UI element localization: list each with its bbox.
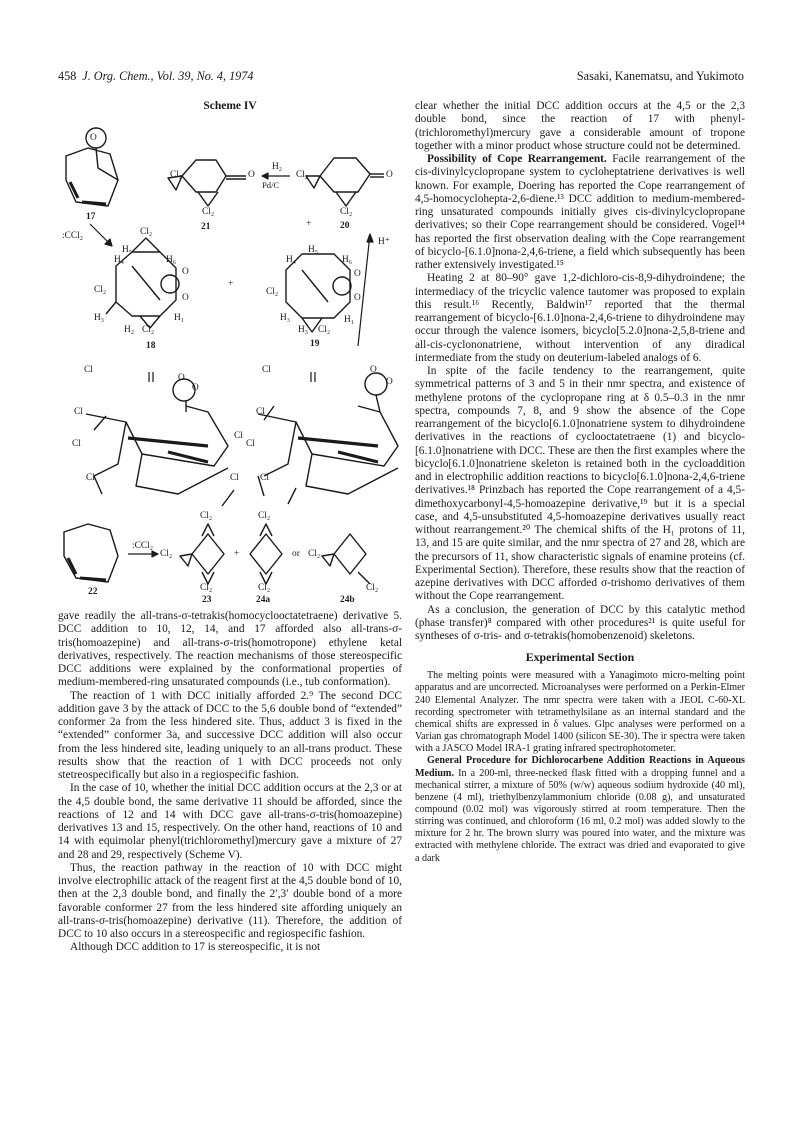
structure-21 (168, 160, 246, 206)
cl2-label: Cl₂ (160, 549, 173, 559)
cl2-label: Cl₂ (200, 583, 213, 593)
atom-o-label: O (182, 267, 189, 277)
structure-18 (106, 238, 179, 328)
cl-label: Cl (262, 365, 271, 375)
h1-label: H₁ (344, 315, 355, 325)
cl2-label: Cl₂ (318, 325, 331, 335)
atom-o-label: O (386, 377, 393, 387)
conformer-left (86, 379, 234, 506)
plus-sign: + (228, 279, 234, 289)
cl2-label: Cl₂ (366, 583, 379, 593)
paragraph: Although DCC addition to 17 is stereospecific, it is not (70, 941, 321, 954)
cl2-label: Cl₂ (340, 207, 353, 217)
h1-label: H₁ (174, 313, 185, 323)
experimental-paragraph: The melting points were measured with a Yanagimoto micro-melting point apparatus and are uncorrected. Microanalyses were performed on a Perkin-Elmer 240 Elemental Analyzer. The nmr spectra were taken with a JEOL C-60-XL recording spectrometer with tetramethylsilane as an internal standard and the chemical shifts are expressed in δ values. Glpc analyses were performed on a Varian gas chromatograph Model 1400 (silicon SE-30). The ir spectra were taken with a JASCO Model IRA-1 grating infrared spectrophotometer. (415, 670, 745, 755)
h5-label: H₅ (122, 245, 133, 255)
structure-20 (306, 158, 384, 206)
scheme-iv-figure (58, 116, 402, 605)
arrow-22-to-23 (128, 551, 158, 557)
paragraph: gave readily the all-trans-σ-tetrakis(homocyclooctatetraene) derivative 5. DCC addition to 10, 12, 14, and 17 afforded also all-trans-σ-tris(homoazepine) and all-trans-σ-tris(homotropone) ethylene ketal derivatives, respectively. The reaction mechanisms of those stereospecific DCC additions were explained by the conformational properties of medium-membered-ring unsaturated compounds (i.e., tub conformation). (58, 610, 402, 689)
h3-label: H₃ (298, 325, 309, 335)
h4-label: H₄ (114, 255, 125, 265)
journal-citation (58, 69, 253, 84)
dichlorocarbene-label: :CCl₂ (132, 541, 153, 551)
atom-o-label: O (182, 293, 189, 303)
compound-18-label: 18 (146, 341, 156, 351)
compound-24a-label: 24a (256, 595, 271, 605)
paragraph-body: Facile rearrangement of the cis-divinylcyclopropane system to cycloheptatriene derivatives is well known. For example, Doering has reported the Cope rearrangement of 4,5-homocyclohepta-2,6-diene.¹³ DCC addition to medium-membered-ring unsaturated compounds initially gives cis-divinylcyclopropane derivatives; so their Cope rearrangement should be considered. Vogel¹⁴ has reported the first observation dealing with the Cope rearrangement of bicyclo-[6.1.0]nona-2,4,6-triene, a field which subsequently has been rather extensively investigated.¹⁵ (415, 153, 745, 271)
compound-22-label: 22 (88, 587, 98, 597)
atom-o-label: O (192, 383, 199, 393)
left-column (58, 100, 402, 955)
cl2-label: Cl₂ (140, 227, 153, 237)
paragraph: Heating 2 at 80–90° gave 1,2-dichloro-cis-8,9-dihydroindene; the intermediacy of the tricyclic valence tautomer was proposed to explain this result.¹⁶ Recently, Baldwin¹⁷ reported that the thermal rearrangement of bicyclo-[6.1.0]nona-2,4,6-triene to dihydroindene may occur through the valence isomers, bicyclo[5.2.0]nona-2,5,8-triene and all-cis-cyclononatriene, without intervention of any diradical intermediate from the study on deuterium-labeled analogs of 6. (415, 272, 745, 364)
atom-o-label: O (90, 133, 97, 143)
h6-label: H₆ (166, 255, 177, 265)
atom-o-label: O (370, 365, 377, 375)
structure-24a (250, 524, 282, 584)
journal-name: J. Org. Chem., Vol. 39, No. 4, 1974 (82, 69, 254, 83)
proton-label: H⁺ (378, 237, 390, 247)
or-label: or (292, 549, 300, 559)
cl-label: Cl (246, 439, 255, 449)
cl-label: Cl (86, 473, 95, 483)
h4-label: H₄ (286, 255, 297, 265)
right-column (415, 100, 745, 865)
arrow-19-to-20 (358, 234, 373, 346)
structure-24b (322, 534, 370, 584)
h3-label: H₃ (280, 313, 291, 323)
paragraph-heading: Possibility of Cope Rearrangement. (427, 153, 607, 165)
dichlorocarbene-label: :CCl₂ (62, 231, 83, 241)
cl-label: Cl (84, 365, 93, 375)
cl-label: Cl (256, 407, 265, 417)
cl2-label: Cl₂ (258, 511, 271, 521)
h2-reagent-label: H₂ (272, 162, 283, 172)
compound-17-label: 17 (86, 212, 96, 222)
section-title: Experimental Section (525, 650, 635, 665)
atom-o-label: O (354, 269, 361, 279)
cl2-label: Cl₂ (200, 511, 213, 521)
cl2-label: Cl₂ (258, 583, 271, 593)
paragraph: In the case of 10, whether the initial DCC addition occurs at the 2,3 or at the 4,5 double bond, the same derivative 11 should be afforded, since the reactions of 12 and 14 with DCC gave all-trans-σ-tris(homoazepine) derivatives 13 and 15, respectively. On the other hand, reactions of 10 and 14 with equimolar phenyl(trichloromethyl)mercury gave a mixture of 27 and 28 and 29, respectively (Scheme V). (58, 782, 402, 861)
cl-label: Cl (260, 473, 269, 483)
cl2-label: Cl₂ (296, 170, 309, 180)
structure-22 (64, 524, 118, 582)
paragraph: In spite of the facile tendency to the rearrangement, quite symmetrical patterns of 3 and 5 in their nmr spectra, and existence of methylene protons of the cyclopropane ring at δ 0.5–0.3 in the nmr spectra, compounds 7, 8, and 9 show the absence of the Cope rearrangement of the bicyclo[6.1.0]nonatriene system to dihydroindene derivatives in the reactions of cyclooctatetraene (1) and bicyclo-[6.1.0]nonatriene with DCC. These are then the first examples where the bicyclo[6.1.0]nonatriene skeleton is retained both in the cycloaddition and in electrophilic addition reactions to bicyclo[6.1.0]nona-2,4,6-triene derivatives.¹⁸ Prinzbach has reported the Cope rearrangement of a 4,5-dimethoxycarbonyl-4,5-homoazepine derivative,¹⁹ but it is a special case, and 4,5-unsubstituted 4,5-homoazepine derivatives usually react without rearrangement.²⁰ The chemical shifts of the H₁ protons of 11, 13, and 15 are quite similar, and the nmr spectra of 27 and 28, which are the precursors of 11, show characteristic signals of enamine proteins (cf. Experimental Section). Therefore, these results show that the reaction of azepine derivatives with DCC afforded σ-trishomo derivatives of them without the Cope rearrangement. (415, 365, 745, 603)
atom-o-label: O (354, 293, 361, 303)
scheme-title: Scheme IV (203, 100, 257, 112)
cl-label: Cl (234, 431, 243, 441)
author-line: Sasaki, Kanematsu, and Yukimoto (576, 69, 744, 83)
page-number: 458 (58, 69, 77, 83)
cl2-label: Cl₂ (266, 287, 279, 297)
paragraph-body: In a 200-ml, three-necked flask fitted with a dropping funnel and a mechanical stirrer, a mixture of 50% (w/w) aqueous sodium hydroxide (40 ml), benzene (4 ml), triethylbenzylammonium chloride (0.08 g), and unsaturated compound (0.02 mol) was vigorously stirred at room temperature. Then the stirring was continued, and chloroform (16 ml, 0.2 mol) was added slowly to the mixture for 2 hr. The brown slurry was poured into water, and the mixture was extracted with methylene chloride. The extract was dried and evaporated to give a dark (415, 767, 745, 864)
paragraph (415, 153, 745, 272)
paragraph-heading: General Procedure for Dichlorocarbene Addition Reactions in Aqueous Medium. (415, 755, 745, 779)
compound-19-label: 19 (310, 339, 320, 349)
atom-o-label: O (178, 373, 185, 383)
cl-label: Cl (74, 407, 83, 417)
cl2-label: Cl₂ (142, 325, 155, 335)
left-body-text (58, 610, 402, 955)
arrow-17-to-18 (90, 224, 112, 246)
h3-label: H₃ (94, 313, 105, 323)
h6-label: H₆ (342, 255, 353, 265)
atom-o-label: O (248, 170, 255, 180)
cl-label: Cl (72, 439, 81, 449)
compound-21-label: 21 (201, 222, 211, 232)
cl2-label: Cl₂ (202, 207, 215, 217)
equilibrium-arrows (149, 372, 315, 382)
paragraph: The reaction of 1 with DCC initially afforded 2.⁹ The second DCC addition gave 3 by the attack of DCC to the 5,6 double bond of “extended” conformer 2a from the less hindered site. Thus, adduct 3 is fixed in the “extended” conformer 3a, and successive DCC addition will also occur from the less hindered site, leading uniquely to an all-trans product. These results show that the reaction of 1 with DCC proceeds not only stetreospecifically but also in a regiospecific fashion. (58, 689, 402, 781)
conformer-right (258, 373, 398, 504)
cl-label: Cl (230, 473, 239, 483)
running-head (58, 69, 744, 85)
compound-20-label: 20 (340, 221, 350, 231)
compound-23-label: 23 (202, 595, 212, 605)
h2-label: H₂ (124, 325, 135, 335)
structure-19 (286, 254, 351, 332)
paragraph: clear whether the initial DCC addition occurs at the 4,5 or the 2,3 double bond, since the reaction of 17 with phenyl-(trichloromethyl)mercury gave a considerable amount of tropone together with a minor product whose structure could not be determined. (415, 100, 745, 152)
cl2-label: Cl₂ (308, 549, 321, 559)
experimental-paragraph (415, 755, 745, 864)
cl2-label: Cl₂ (170, 170, 183, 180)
plus-sign: + (234, 549, 240, 559)
pdc-catalyst-label: Pd/C (262, 180, 280, 190)
h5-label: H₅ (308, 245, 319, 255)
paragraph: Thus, the reaction pathway in the reaction of 10 with DCC might involve electrophilic attack of the reagent first at the 4,5 double bond of 10, then at the 2,3 double bond, and finally the 2′,3′ double bond of a more favorable conformer 27 from the less hindered site affording uniquely an all-trans-σ-tris(homoazepine) derivative (11). Therefore, the addition of DCC to 10 also occurs in a stereospecific and regiospecific fashion. (58, 861, 402, 940)
structure-23 (180, 524, 224, 584)
cl2-label: Cl₂ (94, 285, 107, 295)
arrow-20-to-21 (262, 173, 290, 179)
plus-sign: + (306, 219, 312, 229)
atom-o-label: O (386, 170, 393, 180)
scheme-structures (58, 116, 402, 594)
compound-24b-label: 24b (340, 595, 355, 605)
paragraph: As a conclusion, the generation of DCC by this catalytic method (phase transfer)⁸ compared with other procedures²¹ is quite useful for syntheses of σ-tris- and σ-tetrakis(homobenzenoid) skeletons. (415, 603, 745, 642)
